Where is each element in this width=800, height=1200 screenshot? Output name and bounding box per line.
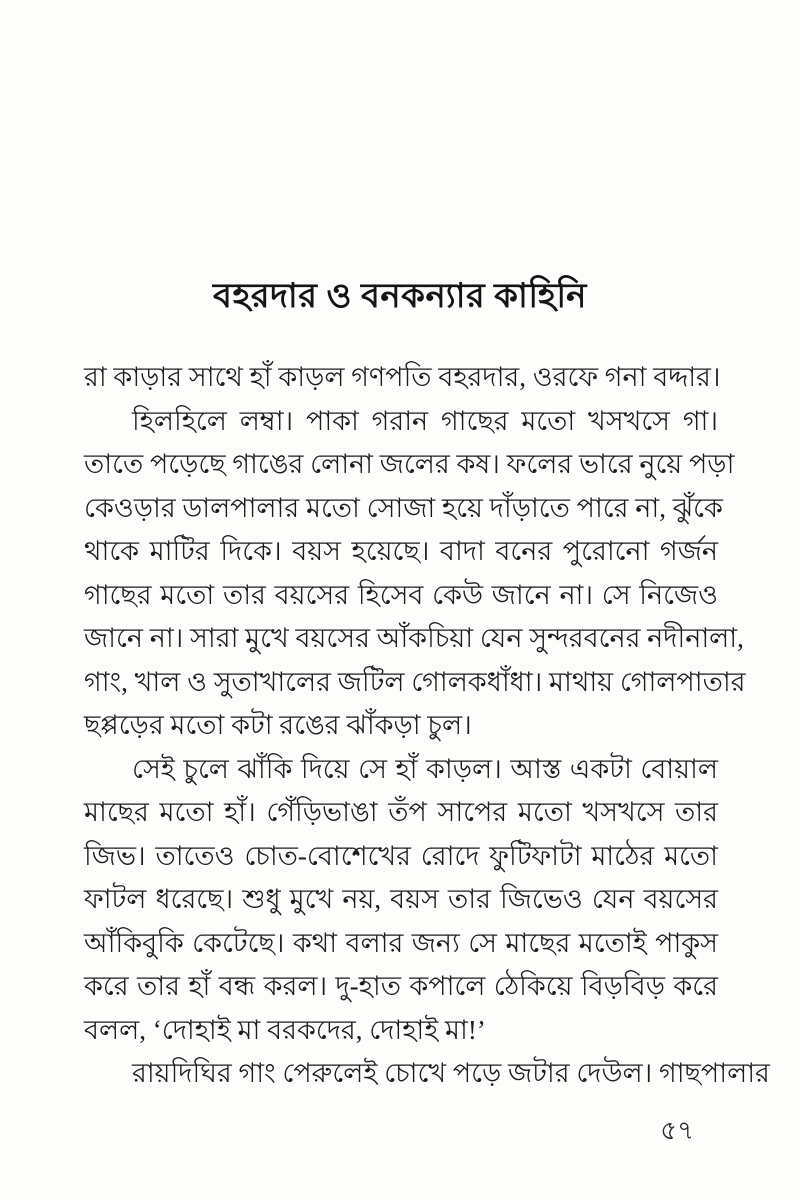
text-line: ফাটল ধরেছে। শুধু মুখে নয়, বয়স তার জিভেও যেন বয়সের <box>84 884 718 914</box>
text-line: করে তার হাঁ বন্ধ করল। দু-হাত কপালে ঠেকিয়ে বিড়বিড় করে <box>84 971 718 1001</box>
text-line: বলল, ‘দোহাই মা বরকদের, দোহাই মা!’ <box>84 1014 486 1045</box>
page-number: ৫৭ <box>660 1116 694 1145</box>
text-line: হিলহিলে লম্বা। পাকা গরান গাছের মতো খসখসে গা। <box>132 405 718 436</box>
text-line: গাছের মতো তার বয়সের হিসেব কেউ জানে না। সে নিজেও <box>84 579 718 610</box>
text-line: মাছের মতো হাঁ। গেঁড়িভাঙা তঁপ সাপের মতো খসখসে তার <box>84 797 718 827</box>
chapter-title: বহরদার ও বনকন্যার কাহিনি <box>213 278 587 315</box>
body-text <box>84 356 770 1096</box>
text-line: কেওড়ার ডালপালার মতো সোজা হয়ে দাঁড়াতে পারে না, ঝুঁকে <box>84 492 723 523</box>
text-line: তাতে পড়েছে গাঙের লোনা জলের কষ। ফলের ভারে নুয়ে পড়া <box>84 449 735 479</box>
text-line: জিভ। তাতেও চোত-বোশেখের রোদে ফুটিফাটা মাঠের মতো <box>84 840 718 871</box>
text-line: আঁকিবুকি কেটেছে। কথা বলার জন্য সে মাছের মতোই পাকুস <box>84 927 718 958</box>
text-line: ছপ্পড়ের মতো কটা রঙের ঝাঁকড়া চুল। <box>84 710 472 740</box>
text-line: থাকে মাটির দিকে। বয়স হয়েছে। বাদা বনের পুরোনো গর্জন <box>84 536 718 566</box>
text-line: সেই চুলে ঝাঁকি দিয়ে সে হাঁ কাড়ল। আস্ত একটা বোয়াল <box>132 753 718 784</box>
text-line: রায়দিঘির গাং পেরুলেই চোখে পড়ে জটার দেউল। গাছপালার <box>132 1058 770 1088</box>
text-line: রা কাড়ার সাথে হাঁ কাড়ল গণপতি বহরদার, ওরফে গনা বদ্দার। <box>84 362 721 392</box>
text-line: গাং, খাল ও সুতাখালের জটিল গোলকধাঁধা। মাথায় গোলপাতার <box>84 666 746 697</box>
text-line: জানে না। সারা মুখে বয়সের আঁকচিয়া যেন সুন্দরবনের নদীনালা, <box>84 623 744 653</box>
